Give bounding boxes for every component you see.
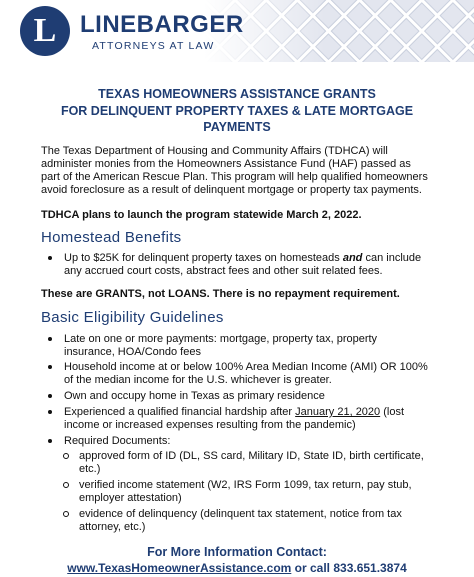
title-line-1: TEXAS HOMEOWNERS ASSISTANCE GRANTS bbox=[98, 87, 376, 101]
bullet-dot bbox=[48, 337, 52, 341]
hardship-date: January 21, 2020 bbox=[295, 406, 381, 418]
document-item-delinquency-line-2: attorney, etc.) bbox=[79, 521, 146, 533]
bullet-dot bbox=[48, 256, 52, 260]
sub-bullet-circle bbox=[63, 453, 69, 459]
homestead-benefits-heading: Homestead Benefits bbox=[41, 229, 182, 246]
launch-date-note: TDHCA plans to launch the program statewide March 2, 2022. bbox=[41, 209, 362, 221]
diamond-pattern-decoration bbox=[204, 0, 474, 62]
sub-bullet-text: evidence of delinquency (delinquent tax statement, notice from tax bbox=[79, 508, 402, 520]
sub-bullet-text: approved form of ID (DL, SS card, Military ID, State ID, birth certificate, bbox=[79, 450, 424, 462]
bullet-text: Household income at or below 100% Area Median Income (AMI) OR 100% bbox=[64, 361, 428, 373]
brand-name: LINEBARGER bbox=[80, 11, 244, 38]
phone-text: or call 833.651.3874 bbox=[291, 561, 407, 575]
grants-not-loans-note: These are GRANTS, not LOANS. There is no repayment requirement. bbox=[41, 288, 400, 300]
eligibility-bullet-late-payments-line-2: insurance, HOA/Condo fees bbox=[64, 346, 201, 358]
bullet-dot bbox=[48, 394, 52, 398]
bullet-text: Experienced a qualified financial hardship after bbox=[64, 406, 296, 418]
website-link[interactable]: www.TexasHomeownerAssistance.com bbox=[67, 561, 292, 575]
bullet-text: Late on one or more payments: mortgage, property tax, property bbox=[64, 333, 378, 345]
intro-line-1: The Texas Department of Housing and Community Affairs (TDHCA) will bbox=[41, 145, 388, 157]
document-item-income-line-2: employer attestation) bbox=[79, 492, 182, 504]
letterhead bbox=[0, 0, 474, 66]
brand-subtitle: ATTORNEYS AT LAW bbox=[92, 40, 215, 52]
bullet-text: Own and occupy home in Texas as primary residence bbox=[64, 390, 325, 402]
eligibility-bullet-hardship-line-2: income or increased expenses resulting from the pandemic) bbox=[64, 419, 356, 431]
intro-line-4: avoid foreclosure as a result of delinquent mortgage or property tax payments. bbox=[41, 184, 422, 196]
document-title bbox=[30, 86, 444, 136]
intro-line-3: part of the American Rescue Plan. This program will help qualified homeowners bbox=[41, 171, 428, 183]
title-line-3: PAYMENTS bbox=[203, 120, 271, 134]
bullet-dot bbox=[48, 439, 52, 443]
sub-bullet-circle bbox=[63, 482, 69, 488]
sub-bullet-circle bbox=[63, 511, 69, 517]
eligibility-heading: Basic Eligibility Guidelines bbox=[41, 309, 224, 326]
bullet-text: Required Documents: bbox=[64, 435, 171, 447]
title-line-2: FOR DELINQUENT PROPERTY TAXES & LATE MORTGAGE bbox=[60, 103, 414, 118]
bullet-dot bbox=[48, 365, 52, 369]
homestead-bullet-text: Up to $25K for delinquent property taxes on homesteads bbox=[64, 252, 343, 264]
document-item-id-line-2: etc.) bbox=[79, 463, 101, 475]
contact-heading: For More Information Contact: bbox=[147, 545, 327, 559]
bullet-text-end: (lost bbox=[380, 406, 405, 418]
bullet-dot bbox=[48, 410, 52, 414]
homestead-bullet-text-end: can include bbox=[362, 252, 422, 264]
eligibility-bullet-income-line-2: of the median income for the U.S. whichever is greater. bbox=[64, 374, 332, 386]
sub-bullet-text: verified income statement (W2, IRS Form 1099, tax return, pay stub, bbox=[79, 479, 412, 491]
logo-mark: L bbox=[20, 6, 70, 56]
contact-line bbox=[0, 561, 474, 575]
emphasis-and: and bbox=[342, 252, 363, 264]
homestead-bullet-1-line-2: any accrued court costs, abstract fees and other suit related fees. bbox=[64, 265, 383, 277]
intro-line-2: administer monies from the Homeowners Assistance Fund (HAF) passed as bbox=[41, 158, 411, 170]
